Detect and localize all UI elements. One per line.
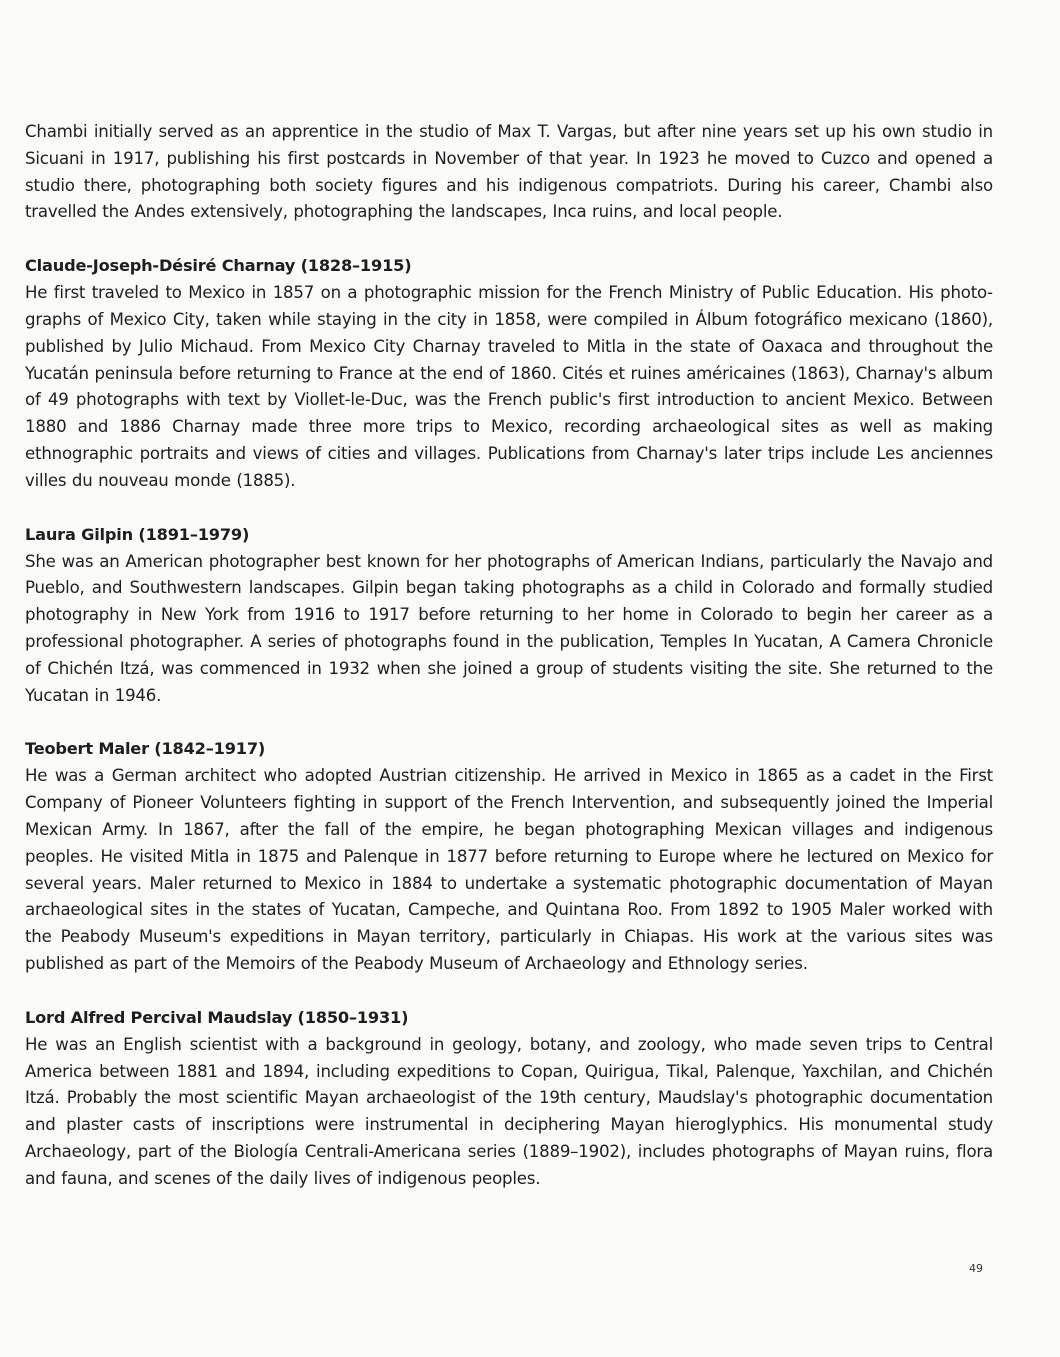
entry-maler <box>25 737 993 977</box>
entry-charnay <box>25 254 993 494</box>
page-content <box>25 119 993 1193</box>
entry-maudslay <box>25 1006 993 1193</box>
entry-body: He was an English scientist with a background in geology, botany, and zoology, who made seven trips to Central America between 1881 and 1894, including expeditions to Copan, Quirigua, Tikal, Palenque, Yaxchilan, and Chichén Itzá. Probably the most scientific Mayan archaeologist of the 19th century, Maudslay's photographic documentation and plaster casts of inscriptions were instrumental in deciphering Mayan hieroglyphics. His monumental study Archaeology, part of the Biología Centrali-Americana series (1889–1902), includes photographs of Mayan ruins, flora and fauna, and scenes of the daily lives of indigenous peoples. <box>25 1034 993 1188</box>
page-number: 49 <box>969 1262 983 1275</box>
entry-body: She was an American photographer best known for her photographs of American Indians, particularly the Navajo and Pueblo, and Southwestern landscapes. Gilpin began taking photographs as a child in Colorado and formally studied photography in New York from 1916 to 1917 before returning to her home in Colorado to begin her career as a professional photographer. A series of photographs found in the publication, Temples In Yucatan, A Camera Chronicle of Chichén Itzá, was commenced in 1932 when she joined a group of students visiting the site. She returned to the Yucatan in 1946. <box>25 551 993 705</box>
entry-heading: Teobert Maler (1842–1917) <box>25 739 266 759</box>
entry-gilpin <box>25 523 993 710</box>
entry-heading: Lord Alfred Percival Maudslay (1850–1931) <box>25 1007 409 1027</box>
entry-heading: Claude-Joseph-Désiré Charnay (1828–1915) <box>25 256 412 276</box>
intro-paragraph: Chambi initially served as an apprentice in the studio of Max T. Vargas, but after nine years set up his own studio in Sicuani in 1917, publishing his first postcards in November of that year. In 1923 he moved to Cuzco and opened a studio there, photographing both society figures and his indigenous compatriots. During his career, Chambi also travelled the Andes extensively, photographing the landscapes, Inca ruins, and local people. <box>25 122 993 222</box>
entry-heading: Laura Gilpin (1891–1979) <box>25 524 250 544</box>
entry-body: He was a German architect who adopted Austrian citizenship. He arrived in Mexico in 1865 as a cadet in the First Company of Pioneer Volunteers fighting in support of the French Intervention, and subsequently joined the Imperial Mexican Army. In 1867, after the fall of the empire, he began photographing Mexican villages and indigenous peoples. He visited Mitla in 1875 and Palenque in 1877 before returning to Europe where he lectured on Mexico for several years. Maler returned to Mexico in 1884 to undertake a systematic photographic documentation of Mayan archaeological sites in the states of Yucatan, Campeche, and Quintana Roo. From 1892 to 1905 Maler worked with the Peabody Museum's expeditions in Mayan territory, particularly in Chiapas. His work at the various sites was published as part of the Memoirs of the Peabody Museum of Archaeology and Ethnology series. <box>25 766 993 973</box>
entry-body: He first traveled to Mexico in 1857 on a photographic mission for the French Ministry of Public Education. His photographs of Mexico City, taken while staying in the city in 1858, were compiled in Álbum fotográfico mexicano (1860), published by Julio Michaud. From Mexico City Charnay traveled to Mitla in the state of Oaxaca and throughout the Yucatán peninsula before returning to France at the end of 1860. Cités et ruines américaines (1863), Charnay's album of 49 photographs with text by Viollet-le-Duc, was the French public's first introduction to ancient Mexico. Between 1880 and 1886 Charnay made three more trips to Mexico, recording archaeological sites as well as making ethnographic portraits and views of cities and villages. Publications from Charnay's later trips include Les anciennes villes du nouveau monde (1885). <box>25 283 993 490</box>
